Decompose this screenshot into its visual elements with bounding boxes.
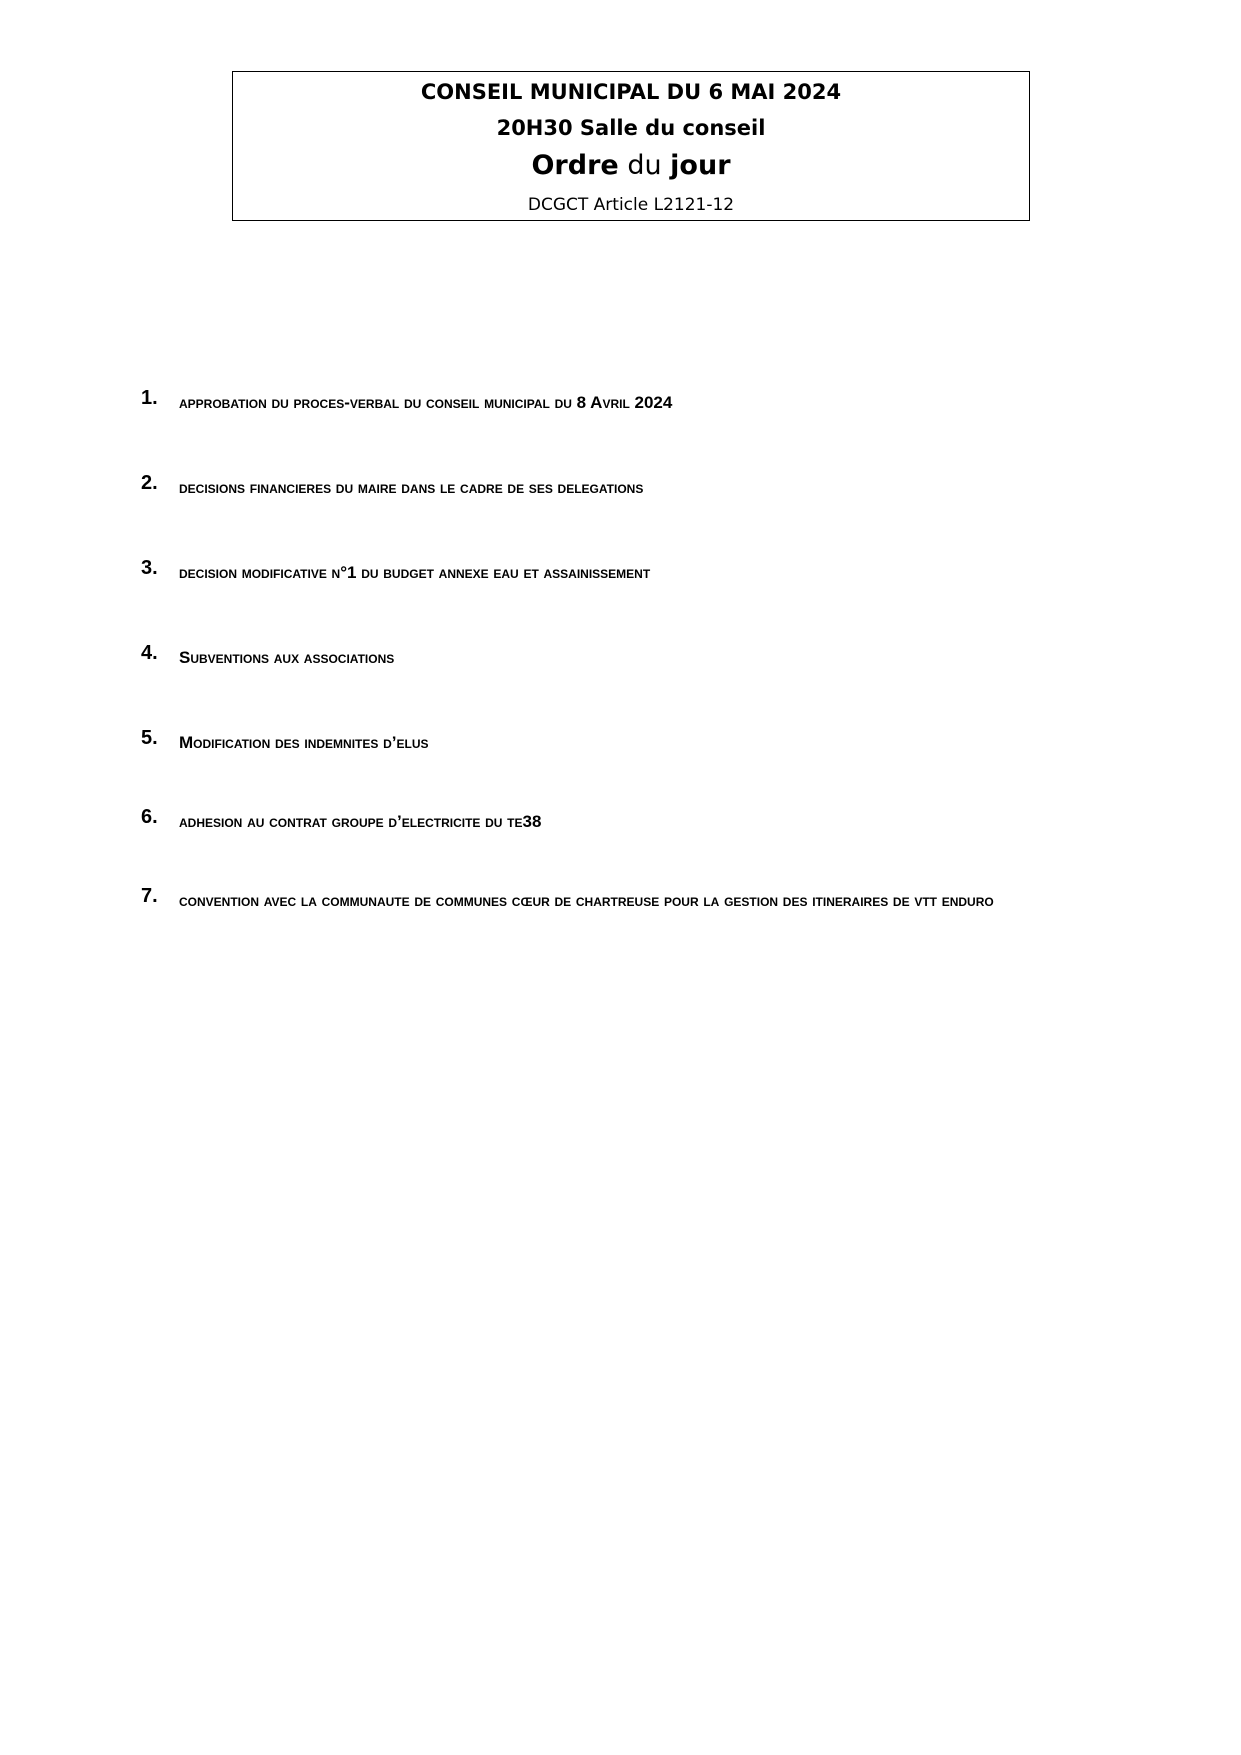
agenda-item-number: 4. <box>141 642 158 664</box>
page-title <box>233 150 1029 181</box>
agenda-item-text: Modification des indemnites d’elus <box>179 733 429 752</box>
agenda-item-number: 1. <box>141 387 158 409</box>
header-box <box>232 71 1030 221</box>
agenda-item-number: 5. <box>141 727 158 749</box>
title-word-ordre: Ordre <box>531 150 619 181</box>
agenda-item-text: convention avec la communaute de communes cœur de chartreuse pour la gestion des itineraires de vtt enduro <box>179 891 994 910</box>
agenda-item-number: 6. <box>141 806 158 828</box>
agenda-item-number: 3. <box>141 557 158 579</box>
agenda-item-text: adhesion au contrat groupe d’electricite du te38 <box>179 812 542 831</box>
agenda-item-text: decisions financieres du maire dans le cadre de ses delegations <box>179 478 644 497</box>
agenda-item-text: Subventions aux associations <box>179 648 395 667</box>
title-word-jour: jour <box>670 150 731 181</box>
title-word-du: du <box>627 150 662 181</box>
agenda-item-text: approbation du proces-verbal du conseil municipal du 8 Avril 2024 <box>179 393 673 412</box>
agenda-item-number: 2. <box>141 472 158 494</box>
agenda-item-text: decision modificative n°1 du budget annexe eau et assainissement <box>179 563 651 582</box>
council-meeting-title: CONSEIL MUNICIPAL DU 6 MAI 2024 <box>420 80 842 104</box>
meeting-time-location: 20H30 Salle du conseil <box>496 116 766 140</box>
agenda-item-number: 7. <box>141 885 158 907</box>
legal-reference: DCGCT Article L2121-12 <box>527 195 735 215</box>
